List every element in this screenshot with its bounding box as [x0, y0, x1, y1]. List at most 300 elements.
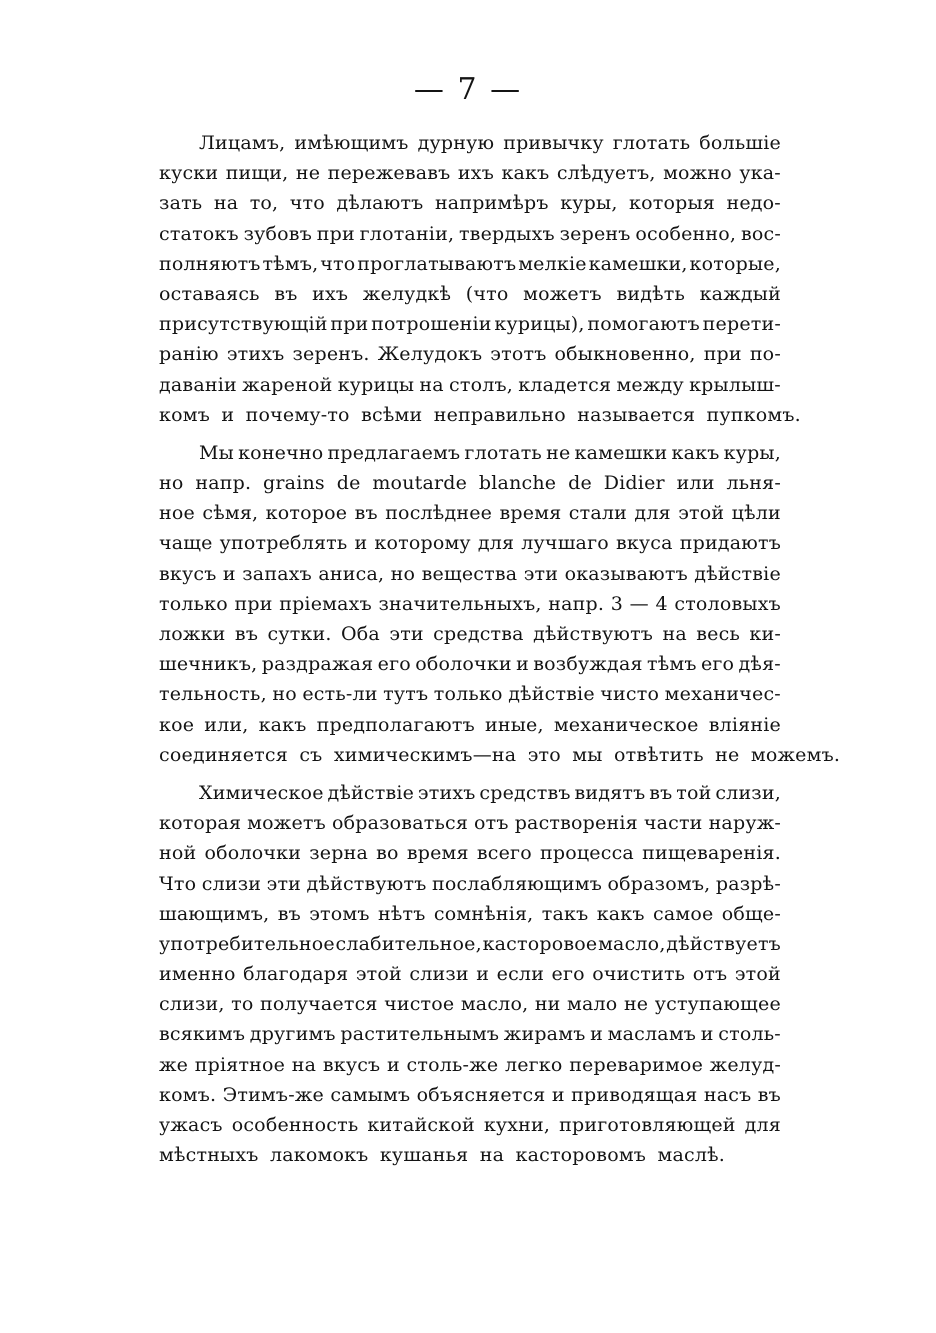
text-line: [159, 219, 781, 249]
word: сѣмя,: [202, 502, 259, 525]
text-line: [159, 128, 781, 158]
word: столь-же: [406, 1053, 499, 1076]
word: Лицамъ,: [199, 132, 286, 154]
word: тѣмъ,: [262, 252, 319, 275]
word: и: [516, 653, 529, 676]
word: этой: [734, 963, 781, 986]
word: кушанья: [379, 1144, 469, 1167]
word: дѣйствіе: [327, 781, 415, 804]
word: предполагаютъ: [316, 713, 475, 736]
word: какъ: [501, 162, 550, 185]
word: во: [376, 842, 399, 865]
word: тутъ: [383, 683, 429, 706]
word: для: [634, 502, 671, 525]
text-line: [159, 1050, 781, 1080]
word: имѣющимъ: [294, 132, 409, 154]
text-line: [159, 899, 781, 929]
word: куры,: [560, 192, 618, 215]
word: отъ: [692, 963, 728, 986]
word: курицы),: [494, 313, 585, 336]
word: Этимъ-же: [222, 1083, 324, 1106]
text-line: [159, 249, 781, 279]
word: всѣми: [361, 403, 423, 426]
word: сомнѣнія,: [433, 902, 534, 925]
word: напримѣръ: [434, 192, 549, 215]
word: Химическое: [199, 781, 324, 804]
word: жареной: [242, 373, 333, 396]
word: при: [330, 313, 369, 336]
word: которые,: [689, 252, 781, 275]
word: этой: [678, 502, 725, 525]
word: этихъ: [417, 781, 476, 804]
word: въ: [274, 282, 298, 305]
word: ное: [159, 502, 195, 525]
word: только: [159, 592, 228, 615]
word: переваримое: [569, 1053, 704, 1076]
word: масло,: [460, 993, 529, 1016]
word: и: [590, 1023, 604, 1046]
text-line: [159, 778, 781, 808]
word: всего: [476, 842, 532, 865]
word: тельность,: [159, 683, 267, 706]
word: иные,: [485, 713, 544, 736]
word: аниса,: [318, 562, 385, 585]
word: ни: [534, 993, 561, 1016]
word: дѣйствіе: [508, 683, 595, 706]
text-line: [159, 158, 781, 188]
word: какъ: [671, 441, 720, 464]
text-line: [159, 619, 781, 649]
word: твердыхъ: [458, 222, 555, 245]
word: ужасъ: [159, 1114, 223, 1136]
word: самымъ: [330, 1083, 411, 1106]
word: зать: [159, 192, 203, 215]
word: почему-то: [245, 403, 350, 426]
word: мы: [572, 743, 603, 766]
word: и: [222, 562, 236, 585]
word: при: [703, 343, 742, 366]
word: растительнымъ: [340, 1023, 500, 1046]
word: пищеваренія.: [642, 842, 781, 865]
word: съ: [299, 743, 323, 766]
word: камешки: [574, 441, 668, 464]
word: самое: [652, 902, 714, 925]
word: чистое: [384, 993, 455, 1016]
word: механичес-: [664, 683, 781, 706]
word: недо-: [726, 192, 781, 215]
word: механическое: [553, 713, 699, 736]
word: этихъ: [226, 343, 285, 366]
word: запахъ: [242, 562, 312, 585]
text-line: [159, 188, 781, 218]
word: полняютъ: [159, 252, 261, 275]
word: moutarde: [372, 472, 468, 495]
word: масламъ: [607, 1023, 697, 1046]
word: это: [527, 743, 561, 766]
word: зерна: [309, 842, 368, 865]
word: что: [289, 192, 325, 215]
text-line: [159, 710, 781, 740]
word: получается: [259, 993, 378, 1016]
word: цѣли: [731, 502, 781, 525]
word: касторовое: [482, 932, 598, 955]
word: называется: [577, 403, 696, 426]
word: касторовомъ: [515, 1144, 647, 1167]
word: той: [676, 781, 712, 804]
word: ихъ: [457, 162, 494, 185]
word: масло,: [598, 932, 666, 955]
text-line: [159, 370, 781, 400]
word: образоваться: [331, 812, 469, 835]
word: куски: [159, 162, 219, 185]
word: обыкновенно,: [554, 343, 696, 366]
word: послѣднее: [385, 502, 493, 525]
word: напр.: [548, 592, 605, 615]
text-line: [159, 339, 781, 369]
word: можемъ.: [750, 743, 841, 766]
text-line: [159, 589, 781, 619]
word: но: [272, 683, 297, 706]
text-line: [159, 649, 781, 679]
word: которыя: [629, 192, 715, 215]
word: чаще: [159, 532, 213, 555]
word: дѣйствіе: [694, 562, 781, 585]
text-line: [159, 468, 781, 498]
word: его: [700, 653, 735, 676]
word: пріятное: [194, 1053, 286, 1076]
word: оболочки: [204, 842, 302, 865]
word: эти: [389, 623, 424, 645]
word: раздражая: [261, 653, 374, 676]
word: въ: [277, 902, 301, 925]
word: глотаніи,: [359, 222, 455, 245]
word: и: [221, 403, 235, 426]
word: между: [616, 373, 684, 396]
word: столь-: [718, 1023, 781, 1046]
word: 3: [610, 592, 624, 615]
word: какъ: [596, 902, 645, 925]
word: наруж-: [708, 812, 781, 835]
word: лучшаго: [521, 532, 609, 555]
word: лакомокъ: [269, 1144, 369, 1167]
word: обще-: [721, 902, 781, 925]
word: ранію: [159, 343, 219, 366]
word: на: [213, 192, 239, 215]
word: 4: [655, 592, 668, 615]
word: въ: [234, 623, 259, 645]
word: дѣйствуютъ: [533, 623, 654, 645]
word: пупкомъ.: [706, 403, 801, 426]
word: этой: [355, 963, 402, 986]
word: эти: [266, 872, 302, 895]
word: стали: [568, 502, 628, 525]
word: присутствующій: [159, 313, 328, 336]
word: время: [406, 842, 469, 865]
word: комъ.: [159, 1083, 217, 1106]
word: для: [744, 1114, 781, 1136]
word: то,: [249, 192, 279, 215]
word: ука-: [739, 162, 781, 185]
paragraph-spacer: [159, 430, 781, 438]
word: зубовъ: [243, 222, 312, 245]
word: при: [234, 592, 273, 615]
word: вещества: [421, 562, 518, 585]
text-line: [159, 528, 781, 558]
word: пищи,: [225, 162, 289, 185]
word: вкуса: [615, 532, 673, 555]
text-line: [159, 869, 781, 899]
word: употребительное: [159, 932, 335, 955]
paragraph: [159, 128, 801, 430]
word: не: [295, 162, 321, 185]
word: какъ: [258, 713, 307, 736]
word: оболочки: [415, 653, 512, 676]
word: можно: [663, 162, 732, 185]
word: особенность: [231, 1114, 359, 1136]
word: части: [643, 812, 703, 835]
word: статокъ: [159, 222, 239, 245]
word: на: [479, 1144, 505, 1167]
word: которая: [159, 812, 242, 835]
word: или: [676, 472, 715, 495]
word: Желудокъ: [377, 343, 483, 366]
text-line: [159, 438, 781, 468]
word: большіе: [699, 132, 781, 154]
word: дѣя-: [738, 653, 781, 676]
word: видятъ: [574, 781, 646, 804]
word: именно: [159, 963, 236, 986]
word: потрошеніи: [371, 313, 492, 336]
word: на: [291, 1053, 317, 1076]
word: этомъ: [309, 902, 370, 925]
word: курицы: [337, 373, 415, 396]
word: вліяніе: [708, 713, 781, 736]
word: растворенія: [514, 812, 638, 835]
word: то: [231, 993, 254, 1016]
word: средства: [433, 623, 524, 645]
word: желудкѣ: [362, 282, 452, 305]
word: соединяется: [159, 743, 288, 766]
word: проглатываютъ: [357, 252, 517, 275]
word: перети-: [702, 313, 781, 336]
word: что: [320, 252, 356, 275]
word: дурную: [417, 132, 495, 154]
word: дѣйствуютъ: [306, 872, 427, 895]
word: уступающее: [654, 993, 781, 1016]
word: послабляющимъ: [432, 872, 602, 895]
word: приводящая: [571, 1083, 698, 1106]
word: которое: [265, 502, 348, 525]
word: же: [159, 1053, 189, 1076]
word: кладется: [518, 373, 612, 396]
word: по-: [749, 343, 781, 366]
word: средствъ: [479, 781, 571, 804]
word: grains: [263, 472, 325, 495]
word: всякимъ: [159, 1023, 246, 1046]
word: и: [354, 532, 368, 555]
word: куры,: [723, 441, 781, 464]
word: тѣмъ: [647, 653, 697, 676]
word: предлагаемъ: [327, 441, 461, 464]
word: (что: [465, 282, 509, 305]
text-line: [159, 279, 781, 309]
text-line: [159, 740, 841, 770]
word: слизи: [201, 872, 262, 895]
word: процесса: [540, 842, 634, 865]
word: благодаря: [243, 963, 349, 986]
word: химическимъ—на: [333, 743, 517, 766]
text-line: [159, 1080, 781, 1110]
word: и: [551, 1083, 565, 1106]
word: столовыхъ: [674, 592, 781, 615]
word: слабительное,: [335, 932, 482, 955]
word: и: [387, 1053, 400, 1076]
word: Didier: [603, 472, 665, 495]
word: Мы: [199, 441, 234, 464]
word: мало: [567, 993, 618, 1016]
text-line: [159, 1019, 781, 1049]
text-line: [159, 498, 781, 528]
word: можетъ: [523, 282, 602, 305]
text-line: [159, 1110, 781, 1140]
word: и: [476, 963, 490, 986]
word: есть-ли: [302, 683, 378, 706]
word: дѣлаютъ: [336, 192, 424, 215]
word: de: [568, 472, 592, 495]
word: если: [496, 963, 545, 986]
text-line: [159, 679, 781, 709]
text-line: [159, 309, 781, 339]
word: нѣтъ: [378, 902, 426, 925]
word: камешки,: [588, 252, 688, 275]
word: употреблять: [219, 532, 348, 555]
word: на: [662, 623, 687, 645]
word: комъ: [159, 403, 210, 426]
word: слизи,: [715, 781, 781, 804]
word: его: [377, 653, 411, 676]
word: слизи: [409, 963, 469, 986]
word: зеренъ.: [292, 343, 370, 366]
word: объясняется: [416, 1083, 546, 1106]
word: или,: [204, 713, 249, 736]
text-line: [159, 1140, 781, 1170]
word: легко: [504, 1053, 563, 1076]
word: слѣдуетъ,: [556, 162, 656, 185]
word: ки-: [749, 623, 781, 645]
word: этотъ: [490, 343, 547, 366]
word: жирамъ: [503, 1023, 586, 1046]
word: вос-: [740, 222, 781, 245]
text-line: [159, 400, 801, 430]
word: ихъ: [312, 282, 349, 305]
paragraph: [159, 778, 781, 1170]
word: отъ: [474, 812, 509, 835]
word: только: [433, 683, 503, 706]
text-line: [159, 559, 781, 589]
word: мелкіе: [518, 252, 587, 275]
paragraph-spacer: [159, 770, 781, 778]
word: очистить: [592, 963, 686, 986]
word: чисто: [600, 683, 660, 706]
word: столъ,: [449, 373, 514, 396]
page-number: — 7 —: [413, 72, 523, 107]
paragraph: [159, 438, 841, 770]
word: желуд-: [709, 1053, 781, 1076]
word: каждый: [699, 282, 781, 305]
word: —: [629, 592, 649, 615]
word: blanche: [478, 472, 557, 495]
word: эти: [523, 562, 559, 585]
word: отвѣтить: [614, 743, 704, 766]
word: неправильно: [433, 403, 566, 426]
word: разрѣ-: [715, 872, 781, 895]
word: привычку: [503, 132, 604, 154]
word: Что: [159, 872, 197, 895]
word: кухни,: [483, 1114, 551, 1136]
text-body: [159, 128, 841, 1170]
word: шающимъ,: [159, 902, 270, 925]
word: не: [623, 993, 649, 1016]
word: пережевавъ: [327, 162, 451, 185]
word: слизи,: [159, 993, 225, 1016]
text-line: [159, 838, 781, 868]
word: приготовляющей: [559, 1114, 736, 1136]
word: шечникъ,: [159, 653, 258, 676]
word: крылыш-: [689, 373, 781, 396]
word: для: [477, 532, 515, 555]
word: которому: [374, 532, 471, 555]
word: видѣть: [616, 282, 686, 305]
word: особенно,: [635, 222, 737, 245]
word: дѣйствуетъ: [666, 932, 781, 955]
word: можетъ: [247, 812, 326, 835]
word: глотать: [612, 132, 691, 154]
text-line: [159, 959, 781, 989]
word: сутки.: [267, 623, 332, 645]
word: его: [551, 963, 585, 986]
word: такъ: [541, 902, 589, 925]
word: кое: [159, 713, 195, 736]
word: на: [419, 373, 444, 396]
word: конечно: [238, 441, 324, 464]
word: но: [390, 562, 416, 585]
word: но: [159, 472, 184, 495]
word: маслѣ.: [657, 1144, 726, 1167]
word: оставаясь: [159, 282, 260, 305]
word: не: [546, 441, 571, 464]
word: ложки: [159, 623, 226, 645]
word: пріемахъ: [279, 592, 372, 615]
text-line: [159, 929, 781, 959]
text-line: [159, 989, 781, 1019]
word: Оба: [341, 623, 380, 645]
word: мѣстныхъ: [159, 1144, 259, 1167]
word: глотать: [464, 441, 542, 464]
word: образомъ,: [607, 872, 711, 895]
word: вкусъ: [159, 562, 217, 585]
word: придаютъ: [679, 532, 781, 555]
word: въ: [757, 1083, 781, 1106]
word: значительныхъ,: [378, 592, 542, 615]
word: и: [700, 1023, 714, 1046]
word: льня-: [726, 472, 781, 495]
word: зеренъ: [559, 222, 631, 245]
word: de: [336, 472, 361, 495]
word: китайской: [367, 1114, 475, 1136]
word: въ: [649, 781, 673, 804]
word: вкусъ: [322, 1053, 381, 1076]
word: помогаютъ: [587, 313, 700, 336]
